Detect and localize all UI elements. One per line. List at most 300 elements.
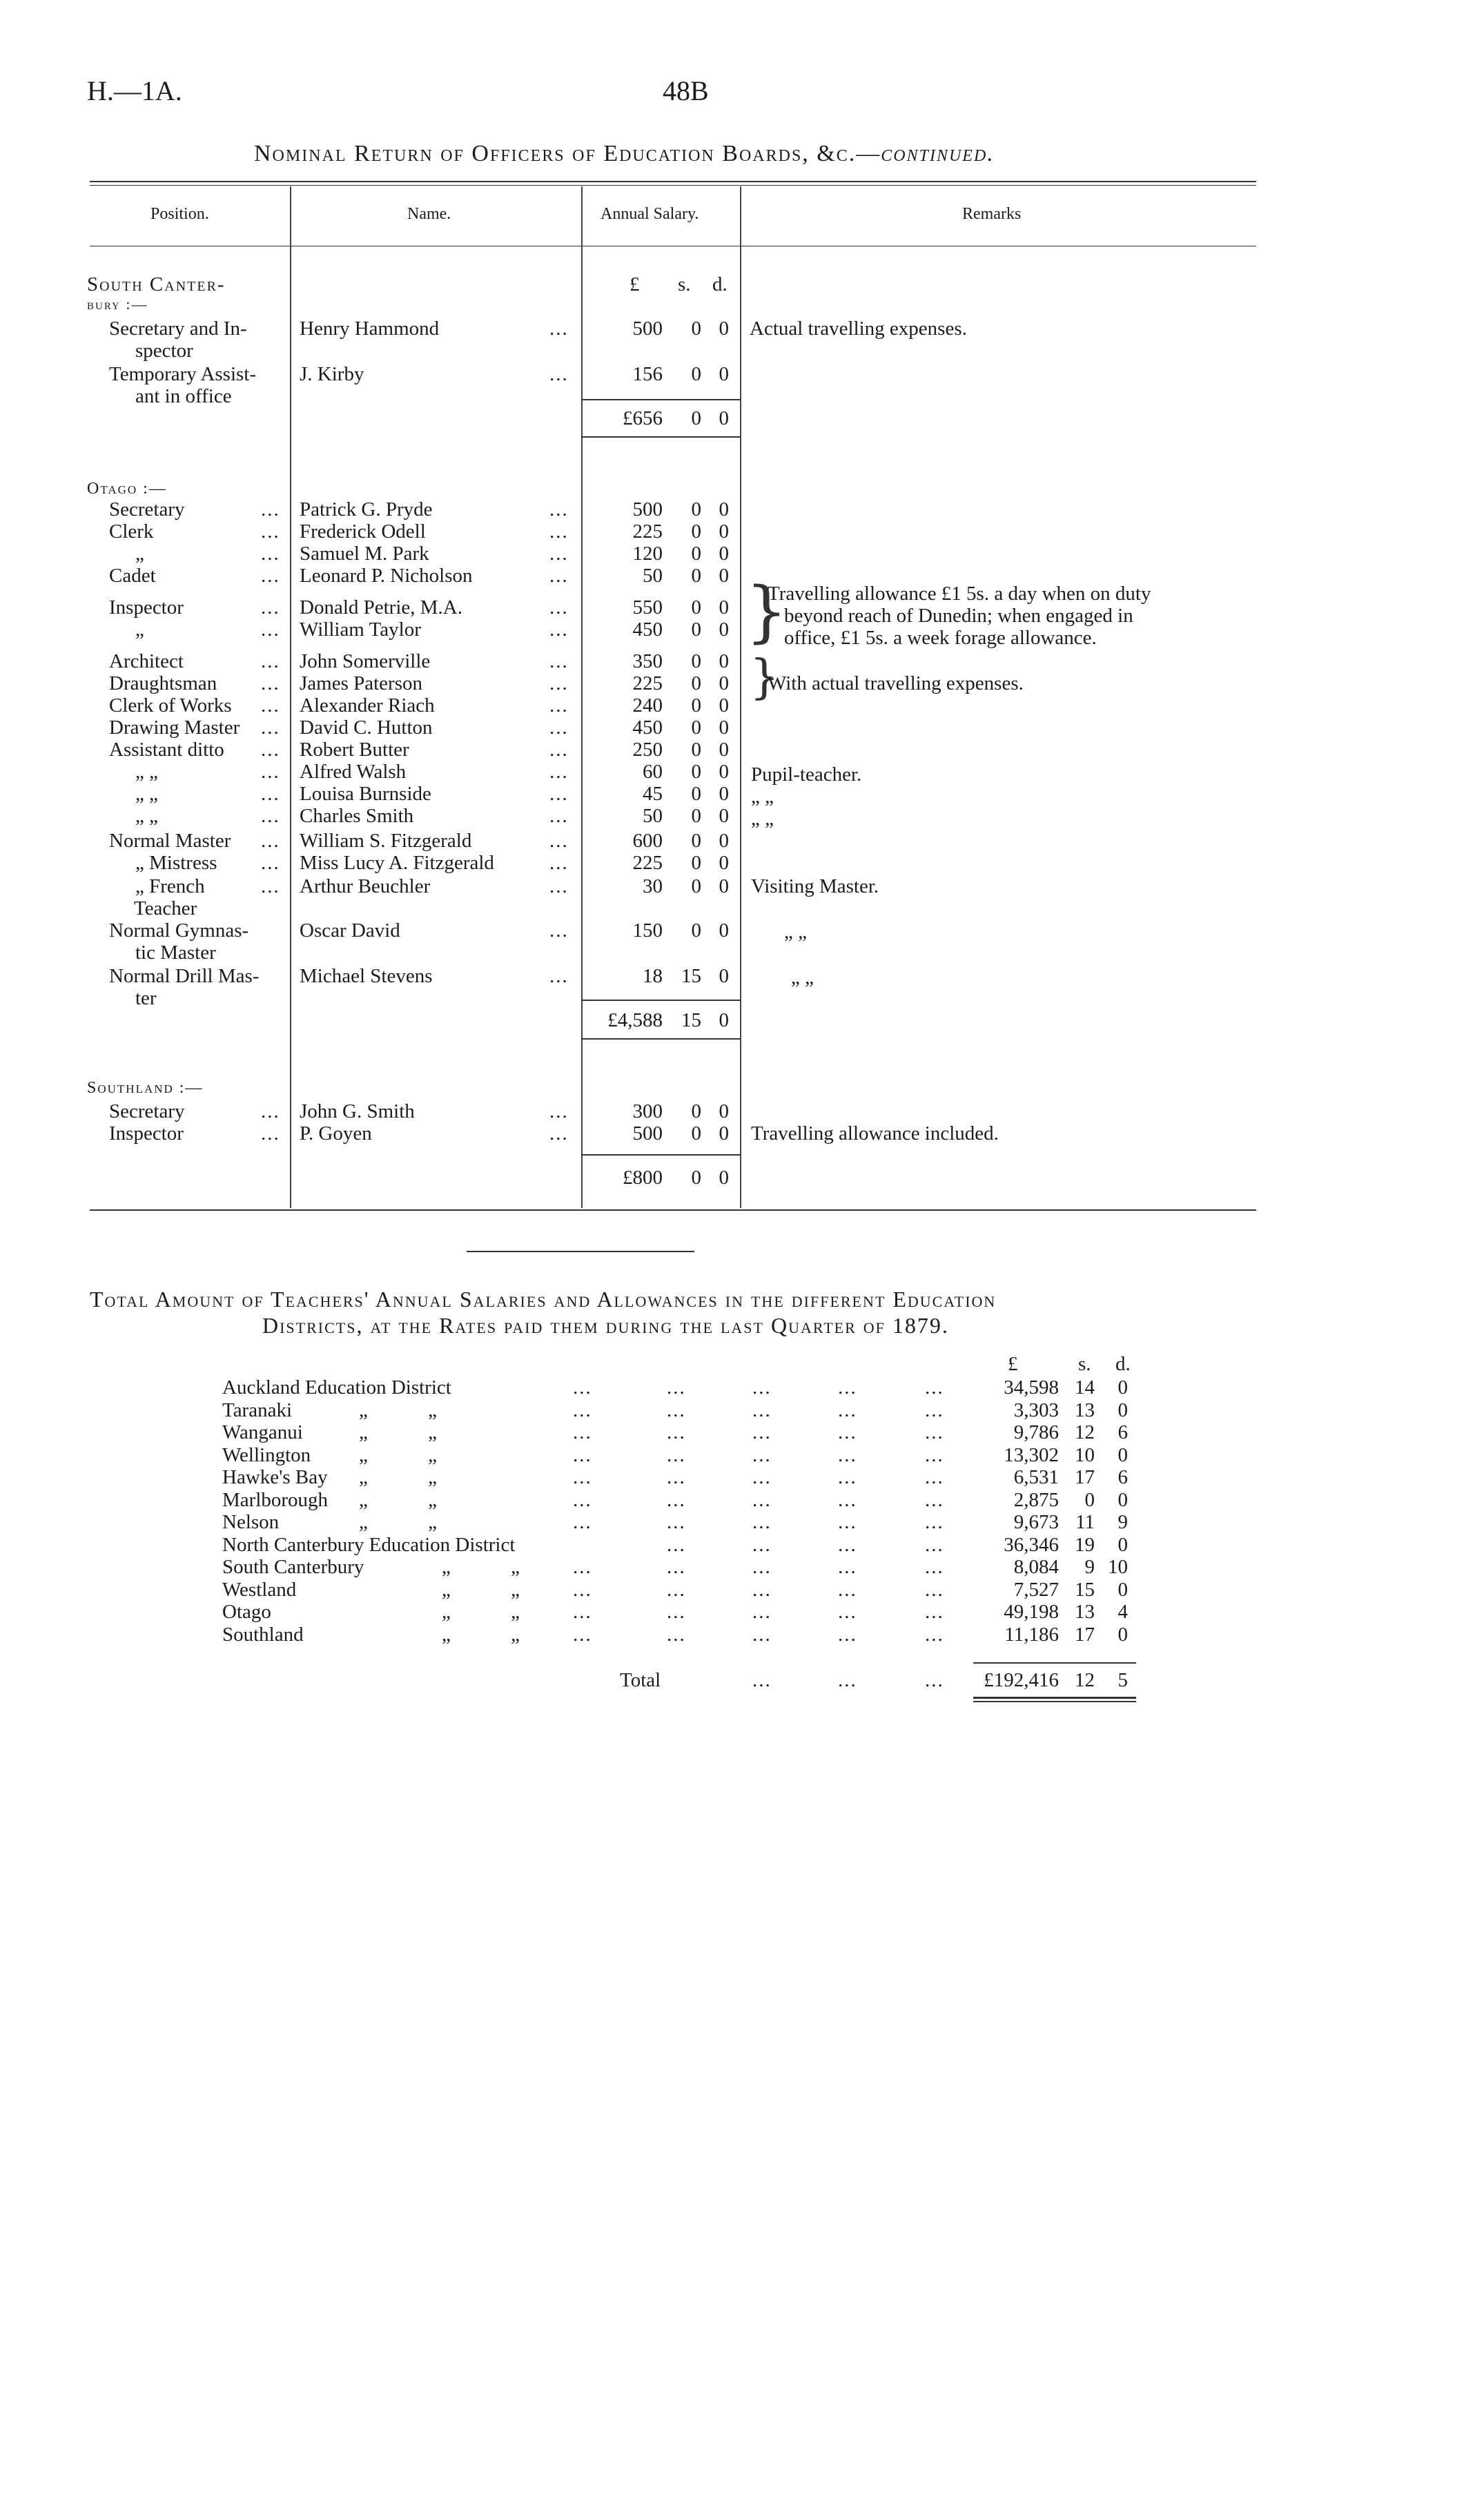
- leader-dots: ...: [838, 1466, 857, 1488]
- leader-dots: ...: [261, 761, 280, 783]
- district-shillings: 19: [1075, 1533, 1095, 1556]
- remark-inspector-line2: beyond reach of Dunedin; when engaged in: [784, 605, 1133, 627]
- district-shillings: 11: [1075, 1511, 1095, 1533]
- leader-dots: ...: [838, 1399, 857, 1421]
- row-pounds: 250: [632, 739, 663, 761]
- row-name: Louisa Burnside: [300, 783, 431, 805]
- row-shillings: 0: [691, 498, 701, 520]
- subtotal-shillings: 0: [691, 407, 701, 429]
- col-divider-position: [290, 186, 291, 1208]
- row-position: „ „: [135, 761, 158, 783]
- grand-total-label: Total: [620, 1669, 661, 1691]
- leader-dots: ...: [667, 1376, 686, 1399]
- district-name: Auckland Education District: [222, 1376, 451, 1399]
- district-pence: 6: [1117, 1466, 1128, 1488]
- row-shillings: 0: [691, 619, 701, 641]
- leader-dots: ...: [549, 498, 569, 520]
- row-shillings: 0: [691, 520, 701, 543]
- district-pounds: 8,084: [1013, 1556, 1059, 1578]
- district-pounds: 49,198: [1004, 1601, 1059, 1623]
- page-number: 48B: [663, 75, 709, 106]
- district-shillings: 10: [1075, 1443, 1095, 1466]
- row-pence: 0: [719, 498, 729, 520]
- row-position: Inspector: [109, 1122, 184, 1145]
- district-shillings: 13: [1075, 1399, 1095, 1421]
- leader-dots: ...: [667, 1533, 686, 1556]
- leader-dots: ...: [261, 650, 280, 672]
- row-shillings: 0: [691, 694, 701, 717]
- col-header-salary: Annual Salary.: [601, 205, 699, 223]
- row-position: „ French: [135, 875, 205, 897]
- district-shillings: 17: [1075, 1623, 1095, 1646]
- leader-dots: ...: [667, 1421, 686, 1443]
- unit-pence: d.: [712, 273, 728, 295]
- row-shillings: 0: [691, 363, 701, 385]
- leader-dots: ...: [752, 1511, 772, 1533]
- district-pence: 6: [1117, 1421, 1128, 1443]
- district-name: Hawke's Bay: [222, 1466, 328, 1488]
- row-pence: 0: [719, 672, 729, 694]
- section-heading-south-canterbury: South Canter-: [87, 273, 226, 295]
- row-pounds: 30: [643, 875, 663, 897]
- leader-dots: ...: [667, 1511, 686, 1533]
- leader-dots: ...: [549, 805, 569, 827]
- subtotal-rule: [581, 1000, 740, 1001]
- row-name: Alexander Riach: [300, 694, 435, 717]
- district-name: Nelson: [222, 1511, 280, 1533]
- leader-dots: ...: [573, 1466, 592, 1488]
- leader-dots: ...: [549, 717, 569, 739]
- row-pence: 0: [719, 650, 729, 672]
- row-shillings: 15: [681, 965, 701, 987]
- leader-dots: ...: [667, 1443, 686, 1466]
- leader-dots: ...: [838, 1601, 857, 1623]
- unit-pound: £: [629, 273, 640, 295]
- leader-dots: ...: [549, 1100, 569, 1122]
- row-position: Temporary Assist-: [109, 363, 257, 385]
- row-position: Secretary: [109, 498, 185, 520]
- subtotal-pounds: £656: [623, 407, 663, 429]
- district-shillings: 9: [1084, 1556, 1095, 1578]
- remark-ditto: „ „: [751, 786, 774, 808]
- row-position: Draughtsman: [109, 672, 217, 694]
- row-position: Architect: [109, 650, 184, 672]
- subtotal-pounds: £4,588: [607, 1009, 663, 1031]
- row-position: Normal Gymnas-: [109, 919, 249, 942]
- leader-dots: ...: [549, 965, 569, 987]
- leader-dots: ...: [261, 739, 280, 761]
- leader-dots: ...: [752, 1556, 772, 1578]
- row-pounds: 120: [632, 543, 663, 565]
- col-header-remarks: Remarks: [962, 205, 1022, 223]
- leader-dots: ...: [925, 1669, 944, 1691]
- ditto-marks: „ „: [442, 1556, 547, 1578]
- col-header-position: Position.: [150, 205, 209, 223]
- district-pence: 0: [1117, 1443, 1128, 1466]
- leader-dots: ...: [549, 761, 569, 783]
- row-name: Leonard P. Nicholson: [300, 565, 473, 587]
- row-pence: 0: [719, 830, 729, 852]
- row-pence: 0: [719, 761, 729, 783]
- col-divider-name: [581, 186, 583, 1208]
- leader-dots: ...: [549, 619, 569, 641]
- leader-dots: ...: [752, 1466, 772, 1488]
- row-position-cont: spector: [135, 340, 193, 362]
- row-pence: 0: [719, 875, 729, 897]
- leader-dots: ...: [549, 650, 569, 672]
- district-pence: 0: [1117, 1376, 1128, 1399]
- leader-dots: ...: [667, 1578, 686, 1601]
- row-name: William Taylor: [300, 619, 421, 641]
- leader-dots: ...: [925, 1466, 944, 1488]
- row-pounds: 150: [632, 919, 663, 942]
- row-name: Donald Petrie, M.A.: [300, 596, 462, 619]
- subtotal-pence: 0: [719, 407, 729, 429]
- leader-dots: ...: [667, 1601, 686, 1623]
- remark-ditto: „ „: [751, 808, 774, 830]
- subtotal-rule: [581, 1154, 740, 1156]
- row-pounds: 156: [632, 363, 663, 385]
- leader-dots: ...: [925, 1488, 944, 1511]
- leader-dots: ...: [261, 805, 280, 827]
- totals-unit-pence: d.: [1115, 1353, 1131, 1375]
- leader-dots: ...: [752, 1443, 772, 1466]
- ditto-marks: „ „: [442, 1601, 547, 1623]
- leader-dots: ...: [752, 1488, 772, 1511]
- row-name: Frederick Odell: [300, 520, 426, 543]
- leader-dots: ...: [925, 1376, 944, 1399]
- page-title: Nominal Return of Officers of Education Boards, &c.—continued.: [254, 141, 995, 166]
- row-pence: 0: [719, 520, 729, 543]
- section-heading-south-canterbury-cont: bury :—: [87, 295, 148, 313]
- row-remark: Actual travelling expenses.: [750, 318, 967, 340]
- row-name: Patrick G. Pryde: [300, 498, 433, 520]
- leader-dots: ...: [261, 672, 280, 694]
- row-shillings: 0: [691, 739, 701, 761]
- district-pounds: 3,303: [1013, 1399, 1059, 1421]
- leader-dots: ...: [549, 520, 569, 543]
- leader-dots: ...: [752, 1533, 772, 1556]
- district-pence: 0: [1117, 1399, 1128, 1421]
- district-name: Marlborough: [222, 1488, 329, 1511]
- leader-dots: ...: [925, 1533, 944, 1556]
- row-position: Secretary: [109, 1100, 185, 1122]
- district-name: Wellington: [222, 1443, 311, 1466]
- leader-dots: ...: [549, 363, 569, 385]
- row-name: John G. Smith: [300, 1100, 415, 1122]
- row-shillings: 0: [691, 596, 701, 619]
- row-name: P. Goyen: [300, 1122, 372, 1145]
- row-pence: 0: [719, 543, 729, 565]
- leader-dots: ...: [549, 596, 569, 619]
- row-pounds: 450: [632, 717, 663, 739]
- row-position-cont: ant in office: [135, 385, 232, 407]
- leader-dots: ...: [838, 1443, 857, 1466]
- district-name: South Canterbury: [222, 1556, 364, 1578]
- row-remark: Travelling allowance included.: [751, 1122, 999, 1145]
- remark-ditto: „ „: [791, 966, 814, 988]
- leader-dots: ...: [667, 1488, 686, 1511]
- leader-dots: ...: [752, 1669, 772, 1691]
- ditto-marks: „ „: [359, 1488, 465, 1511]
- leader-dots: ...: [549, 1122, 569, 1145]
- leader-dots: ...: [838, 1511, 857, 1533]
- district-pounds: 13,302: [1004, 1443, 1059, 1466]
- remark-pupil-teacher: Pupil-teacher.: [751, 763, 862, 786]
- row-pounds: 18: [643, 965, 663, 987]
- leader-dots: ...: [549, 318, 569, 340]
- row-shillings: 0: [691, 875, 701, 897]
- subtotal-rule-bottom: [581, 1038, 740, 1040]
- totals-title-line1: Total Amount of Teachers' Annual Salaries and Allowances in the different Education: [90, 1287, 997, 1312]
- table-top-rule: [90, 181, 1256, 182]
- grand-total-shillings: 12: [1075, 1669, 1095, 1691]
- row-shillings: 0: [691, 761, 701, 783]
- district-name: Otago: [222, 1601, 271, 1623]
- leader-dots: ...: [549, 783, 569, 805]
- district-pence: 10: [1108, 1556, 1128, 1578]
- row-shillings: 0: [691, 1100, 701, 1122]
- row-pounds: 50: [643, 805, 663, 827]
- district-pounds: 6,531: [1013, 1466, 1059, 1488]
- leader-dots: ...: [261, 875, 280, 897]
- leader-dots: ...: [549, 852, 569, 874]
- row-pounds: 600: [632, 830, 663, 852]
- row-shillings: 0: [691, 565, 701, 587]
- ditto-marks: „ „: [359, 1443, 465, 1466]
- leader-dots: ...: [549, 739, 569, 761]
- row-pence: 0: [719, 1122, 729, 1145]
- district-pence: 0: [1117, 1623, 1128, 1646]
- ditto-marks: „ „: [442, 1623, 547, 1646]
- row-position: „ Mistress: [135, 852, 217, 874]
- leader-dots: ...: [261, 1100, 280, 1122]
- leader-dots: ...: [573, 1578, 592, 1601]
- district-name: North Canterbury Education District: [222, 1533, 516, 1556]
- unit-shilling: s.: [678, 273, 691, 295]
- row-pence: 0: [719, 619, 729, 641]
- leader-dots: ...: [925, 1601, 944, 1623]
- totals-unit-pound: £: [1008, 1353, 1018, 1375]
- row-name: Miss Lucy A. Fitzgerald: [300, 852, 494, 874]
- district-pounds: 9,786: [1013, 1421, 1059, 1443]
- district-shillings: 12: [1075, 1421, 1095, 1443]
- leader-dots: ...: [549, 919, 569, 942]
- leader-dots: ...: [925, 1578, 944, 1601]
- leader-dots: ...: [838, 1421, 857, 1443]
- leader-dots: ...: [752, 1376, 772, 1399]
- row-pounds: 240: [632, 694, 663, 717]
- leader-dots: ...: [752, 1623, 772, 1646]
- row-name: Oscar David: [300, 919, 400, 942]
- row-position: Cadet: [109, 565, 156, 587]
- remark-ditto: „ „: [784, 921, 807, 943]
- row-name: Charles Smith: [300, 805, 414, 827]
- leader-dots: ...: [261, 852, 280, 874]
- row-pounds: 450: [632, 619, 663, 641]
- row-position-cont: Teacher: [134, 897, 197, 919]
- row-pence: 0: [719, 565, 729, 587]
- ditto-marks: „ „: [359, 1421, 465, 1443]
- leader-dots: ...: [261, 520, 280, 543]
- leader-dots: ...: [838, 1578, 857, 1601]
- leader-dots: ...: [752, 1578, 772, 1601]
- subtotal-shillings: 0: [691, 1167, 701, 1189]
- subtotal-pence: 0: [719, 1167, 729, 1189]
- leader-dots: ...: [549, 672, 569, 694]
- row-pounds: 50: [643, 565, 663, 587]
- row-pounds: 300: [632, 1100, 663, 1122]
- district-pounds: 36,346: [1004, 1533, 1059, 1556]
- leader-dots: ...: [573, 1511, 592, 1533]
- row-name: Samuel M. Park: [300, 543, 429, 565]
- leader-dots: ...: [838, 1533, 857, 1556]
- leader-dots: ...: [261, 543, 280, 565]
- row-position: Secretary and In-: [109, 318, 247, 340]
- subtotal-pence: 0: [719, 1009, 729, 1031]
- leader-dots: ...: [573, 1376, 592, 1399]
- ditto-marks: „ „: [359, 1466, 465, 1488]
- row-pounds: 350: [632, 650, 663, 672]
- grand-total-pounds: £192,416: [984, 1669, 1059, 1691]
- row-pounds: 225: [632, 672, 663, 694]
- leader-dots: ...: [549, 830, 569, 852]
- row-position: „: [135, 619, 144, 641]
- row-position-cont: ter: [135, 987, 157, 1009]
- row-name: Henry Hammond: [300, 318, 440, 340]
- district-pence: 0: [1117, 1533, 1128, 1556]
- row-name: William S. Fitzgerald: [300, 830, 472, 852]
- leader-dots: ...: [573, 1623, 592, 1646]
- leader-dots: ...: [549, 875, 569, 897]
- brace-inspector: }: [745, 573, 788, 650]
- ditto-marks: „ „: [359, 1399, 465, 1421]
- remark-inspector-line3: office, £1 5s. a week forage allowance.: [784, 627, 1097, 649]
- subtotal-pounds: £800: [623, 1167, 663, 1189]
- row-name: John Somerville: [300, 650, 431, 672]
- row-pence: 0: [719, 363, 729, 385]
- district-pounds: 9,673: [1013, 1511, 1059, 1533]
- leader-dots: ...: [752, 1601, 772, 1623]
- leader-dots: ...: [752, 1421, 772, 1443]
- leader-dots: ...: [549, 543, 569, 565]
- totals-unit-shilling: s.: [1078, 1353, 1091, 1375]
- district-name: Westland: [222, 1578, 297, 1601]
- remark-inspector-line1: Travelling allowance £1 5s. a day when on duty: [768, 583, 1151, 605]
- row-name: James Paterson: [300, 672, 422, 694]
- subtotal-rule: [581, 399, 740, 400]
- leader-dots: ...: [838, 1669, 857, 1691]
- leader-dots: ...: [667, 1466, 686, 1488]
- district-shillings: 13: [1075, 1601, 1095, 1623]
- leader-dots: ...: [925, 1511, 944, 1533]
- brace-architect: }: [750, 650, 780, 705]
- row-pounds: 225: [632, 852, 663, 874]
- row-pounds: 550: [632, 596, 663, 619]
- row-name: Arthur Beuchler: [300, 875, 431, 897]
- grand-total-rule-bottom2: [973, 1701, 1136, 1702]
- leader-dots: ...: [838, 1376, 857, 1399]
- subtotal-shillings: 15: [681, 1009, 701, 1031]
- district-pence: 0: [1117, 1578, 1128, 1601]
- leader-dots: ...: [549, 694, 569, 717]
- row-position: „ „: [135, 783, 158, 805]
- section-separator: [467, 1251, 694, 1252]
- district-name: Southland: [222, 1623, 304, 1646]
- leader-dots: ...: [925, 1443, 944, 1466]
- row-pounds: 500: [632, 1122, 663, 1145]
- row-name: Michael Stevens: [300, 965, 433, 987]
- leader-dots: ...: [261, 783, 280, 805]
- district-shillings: 15: [1075, 1578, 1095, 1601]
- row-shillings: 0: [691, 318, 701, 340]
- table-top-rule-thin: [90, 185, 1256, 186]
- leader-dots: ...: [667, 1399, 686, 1421]
- row-position: Clerk of Works: [109, 694, 232, 717]
- row-name: Alfred Walsh: [300, 761, 407, 783]
- remark-visiting-master: Visiting Master.: [751, 875, 879, 897]
- row-shillings: 0: [691, 830, 701, 852]
- leader-dots: ...: [261, 830, 280, 852]
- district-pence: 4: [1117, 1601, 1128, 1623]
- section-heading-southland: Southland :—: [87, 1079, 204, 1097]
- leader-dots: ...: [261, 717, 280, 739]
- row-pence: 0: [719, 318, 729, 340]
- col-divider-salary: [740, 186, 741, 1208]
- row-position: „ „: [135, 805, 158, 827]
- section-heading-otago: Otago :—: [87, 480, 167, 498]
- grand-total-rule-top: [973, 1662, 1136, 1664]
- leader-dots: ...: [667, 1556, 686, 1578]
- row-shillings: 0: [691, 543, 701, 565]
- row-pounds: 45: [643, 783, 663, 805]
- row-pence: 0: [719, 852, 729, 874]
- totals-title-line2: Districts, at the Rates paid them during the last Quarter of 1879.: [262, 1313, 949, 1338]
- district-pounds: 34,598: [1004, 1376, 1059, 1399]
- leader-dots: ...: [261, 498, 280, 520]
- leader-dots: ...: [573, 1601, 592, 1623]
- district-name: Taranaki: [222, 1399, 293, 1421]
- row-pounds: 500: [632, 318, 663, 340]
- district-pounds: 2,875: [1013, 1488, 1059, 1511]
- leader-dots: ...: [925, 1399, 944, 1421]
- row-position: Inspector: [109, 596, 184, 619]
- row-pounds: 500: [632, 498, 663, 520]
- row-shillings: 0: [691, 783, 701, 805]
- row-shillings: 0: [691, 852, 701, 874]
- leader-dots: ...: [925, 1421, 944, 1443]
- row-pence: 0: [719, 783, 729, 805]
- row-pence: 0: [719, 805, 729, 827]
- subtotal-rule-bottom: [581, 436, 740, 438]
- row-position: Clerk: [109, 520, 154, 543]
- district-pence: 0: [1117, 1488, 1128, 1511]
- row-pence: 0: [719, 919, 729, 942]
- leader-dots: ...: [925, 1623, 944, 1646]
- table-bottom-rule: [90, 1209, 1256, 1211]
- row-pounds: 60: [643, 761, 663, 783]
- row-shillings: 0: [691, 650, 701, 672]
- leader-dots: ...: [573, 1421, 592, 1443]
- leader-dots: ...: [573, 1556, 592, 1578]
- leader-dots: ...: [838, 1556, 857, 1578]
- row-position: „: [135, 543, 144, 565]
- district-name: Wanganui: [222, 1421, 303, 1443]
- leader-dots: ...: [925, 1556, 944, 1578]
- leader-dots: ...: [838, 1488, 857, 1511]
- remark-architect: With actual travelling expenses.: [768, 672, 1024, 694]
- grand-total-rule-bottom: [973, 1697, 1136, 1699]
